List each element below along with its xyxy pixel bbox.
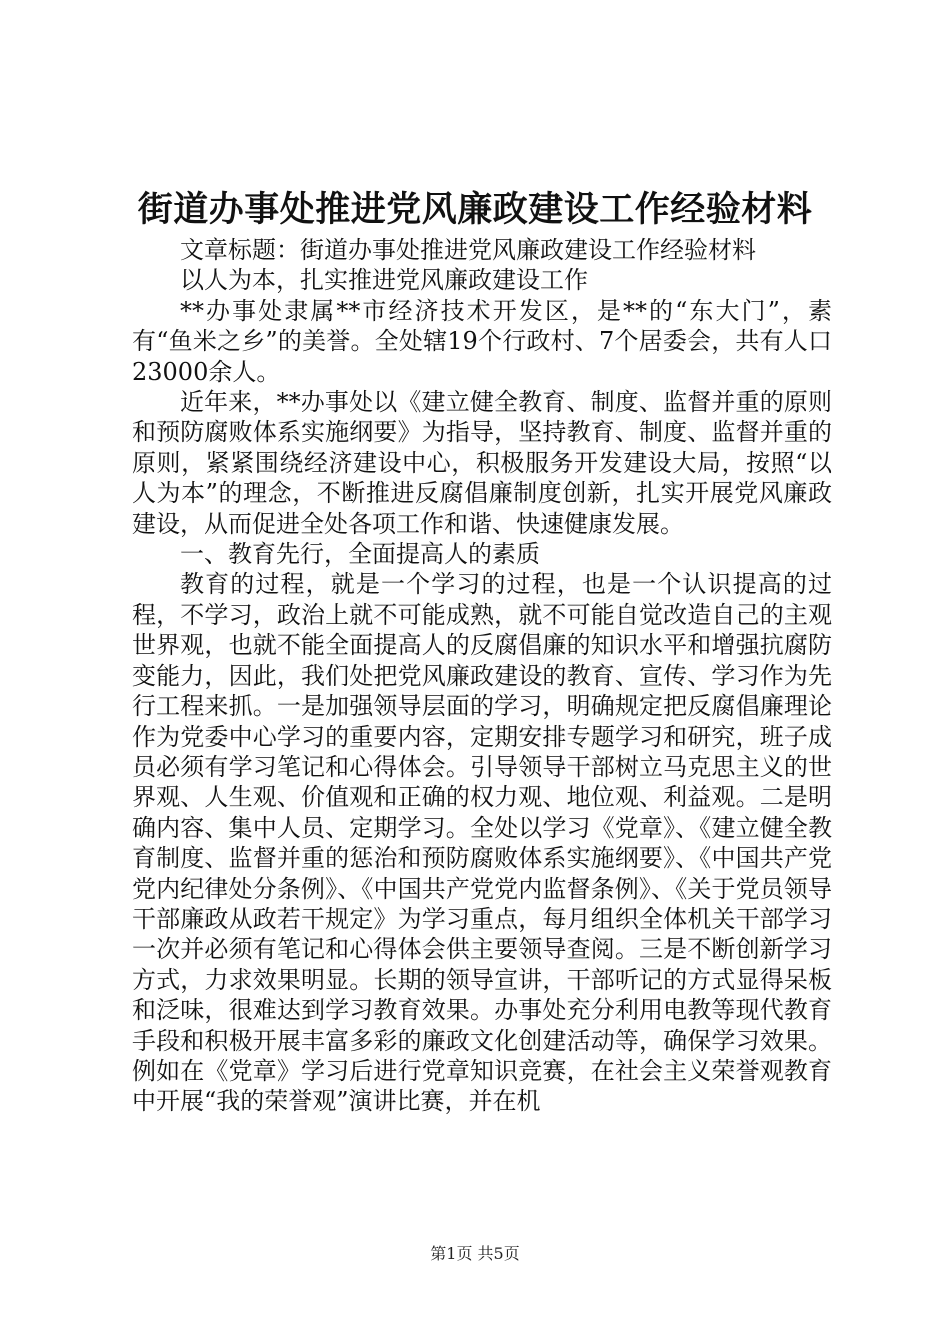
section-heading: 一、教育先行，全面提高人的素质 — [180, 540, 540, 569]
article-title-line: 文章标题：街道办事处推进党风廉政建设工作经验材料 — [180, 236, 756, 264]
body-paragraph: **办事处隶属**市经济技术开发区，是**的“东大门”，素有“鱼米之乡”的美誉。全处辖19个行政村、7个居委会，共有人口23000余人。 — [132, 296, 832, 386]
document-body — [132, 235, 832, 1117]
subtitle-line: 以人为本，扎实推进党风廉政建设工作 — [180, 266, 588, 295]
document-title: 街道办事处推进党风廉政建设工作经验材料 — [137, 189, 813, 230]
body-paragraph: 教育的过程，就是一个学习的过程，也是一个认识提高的过程，不学习，政治上就不可能成熟，就不可能自觉改造自己的主观世界观，也就不能全面提高人的反腐倡廉的知识水平和增强抗腐防变能力，因此，我们处把党风廉政建设的教育、宣传、学习作为先行工程来抓。一是加强领导层面的学习，明确规定把反腐倡廉理论作为党委中心学习的重要内容，定期安排专题学习和研究，班子成员必须有学习笔记和心得体会。引导领导干部树立马克思主义的世界观、人生观、价值观和正确的权力观、地位观、利益观。二是明确内容、集中人员、定期学习。全处以学习《党章》、《建立健全教育制度、监督并重的惩治和预防腐败体系实施纲要》、《中国共产党党内纪律处分条例》、《中国共产党党内监督条例》、《关于党员领导干部廉政从政若干规定》为学习重点，每月组织全体机关干部学习一次并必须有笔记和心得体会供主要领导查阅。三是不断创新学习方式，力求效果明显。长期的领导宣讲，干部听记的方式显得呆板和泛味，很难达到学习教育效果。办事处充分利用电教等现代教育手段和积极开展丰富多彩的廉政文化创建活动等，确保学习效果。例如在《党章》学习后进行党章知识竞赛，在社会主义荣誉观教育中开展“我的荣誉观”演讲比赛，并在机 — [132, 570, 832, 1116]
page-footer: 第1页 共5页 — [430, 1244, 520, 1263]
body-paragraph: 近年来，**办事处以《建立健全教育、制度、监督并重的原则和预防腐败体系实施纲要》为指导，坚持教育、制度、监督并重的原则，紧紧围绕经济建设中心，积极服务开发建设大局，按照“以人为本”的理念，不断推进反腐倡廉制度创新，扎实开展党风廉政建设，从而促进全处各项工作和谐、快速健康发展。 — [132, 388, 832, 538]
